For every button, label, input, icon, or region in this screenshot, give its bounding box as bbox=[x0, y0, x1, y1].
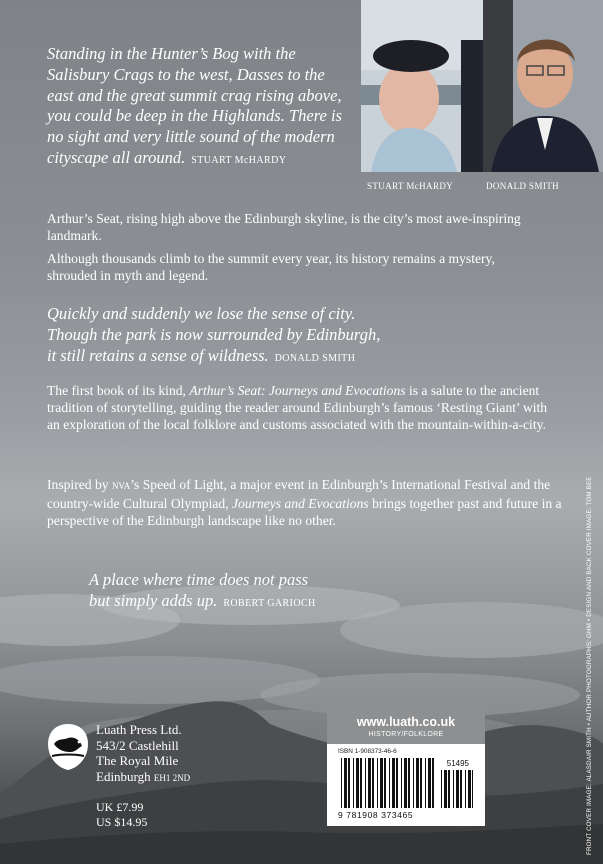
barcode-addon-bars bbox=[441, 770, 473, 808]
book-category: HISTORY/FOLKLORE bbox=[368, 731, 444, 738]
blurb-p3-rest: is a salute to the ancient tradition of storytelling, guiding the reader around Edinburgh’s famous ‘Resting Giant’ with an exploration of the local folklore and customs associated with the mountain-within-a-city. bbox=[47, 383, 548, 433]
blurb-p4-start: Inspired by bbox=[47, 477, 112, 492]
author-caption-left: STUART McHARDY bbox=[367, 181, 454, 191]
quote-smith-line-2: Though the park is now surrounded by Edinburgh, bbox=[47, 324, 381, 344]
quote-garioch-line-1: A place where time does not pass bbox=[89, 570, 309, 589]
image-credits: FRONT COVER IMAGE: ALASDAIR SMITH • AUTHOR PHOTOGRAPHS: GHM • DESIGN AND BACK COVER IMAGE: TOM BEE bbox=[586, 476, 593, 855]
barcode-number: 9 781908 373465 bbox=[338, 810, 414, 820]
blurb-p4-nva: NVA bbox=[111, 481, 131, 491]
quote-smith-attribution: DONALD SMITH bbox=[274, 352, 356, 364]
quote-smith-line-3: it still retains a sense of wildness. bbox=[47, 345, 269, 365]
author-photo-donald-smith bbox=[483, 0, 603, 172]
blurb-p4-middle: ’s Speed of Light, a major event in Edinburgh’s International Festival and the country-wide Cultural Olympiad, bbox=[47, 477, 551, 512]
barcode-addon-number: 51495 bbox=[446, 759, 469, 768]
blurb-p3-book-title: Arthur’s Seat: Journeys and Evocations bbox=[189, 383, 406, 398]
barcode-block bbox=[327, 709, 485, 826]
arthurs-seat-landscape bbox=[0, 644, 603, 864]
publisher-address-line-2: The Royal Mile bbox=[96, 753, 179, 768]
blurb-paragraph-3 bbox=[47, 382, 552, 434]
quote-mchardy-text: Standing in the Hunter’s Bog with the Salisbury Crags to the west, Dasses to the east and the great summit crag rising above, you could be deep in the Highlands. There is no sight and very little sound of the modern cityscape all around. bbox=[47, 44, 342, 167]
blurb-p2-text: Although thousands climb to the summit every year, its history remains a mystery, shrouded in myth and legend. bbox=[47, 251, 495, 284]
blurb-paragraph-4 bbox=[47, 476, 562, 530]
luath-logo bbox=[46, 722, 90, 772]
publisher-address-line-1: 543/2 Castlehill bbox=[96, 737, 179, 753]
barcode-bars bbox=[341, 758, 437, 808]
quote-mchardy bbox=[47, 44, 347, 172]
author-photo-stuart-mchardy bbox=[361, 0, 483, 172]
quote-garioch-attribution: ROBERT GARIOCH bbox=[223, 597, 316, 609]
publisher-name: Luath Press Ltd. bbox=[96, 722, 182, 737]
quote-mchardy-attribution: STUART McHARDY bbox=[191, 154, 287, 166]
quote-garioch bbox=[89, 570, 449, 615]
quote-garioch-line-2: but simply adds up. bbox=[89, 590, 218, 610]
price-us: US $14.95 bbox=[96, 815, 148, 829]
blurb-p1-text: Arthur’s Seat, rising high above the Edinburgh skyline, is the city’s most awe-inspiring landmark. bbox=[47, 211, 521, 244]
price-block bbox=[96, 800, 147, 830]
publisher-city: Edinburgh bbox=[96, 768, 151, 784]
barcode-header bbox=[327, 709, 485, 744]
publisher-address bbox=[96, 722, 190, 786]
blurb-paragraph-1 bbox=[47, 210, 547, 244]
blurb-paragraph-2 bbox=[47, 250, 517, 284]
publisher-postcode: EH1 2ND bbox=[153, 772, 191, 783]
barcode-panel bbox=[327, 744, 485, 826]
blurb-p3-start: The first book of its kind, bbox=[47, 383, 190, 398]
blurb-p4-book-title: Journeys and Evocations bbox=[232, 496, 369, 512]
quote-smith-line-1: Quickly and suddenly we lose the sense of city. bbox=[47, 304, 356, 323]
blurb-p4-rest: brings together past and future in a perspective of the Edinburgh landscape like no other. bbox=[47, 496, 562, 529]
quote-smith bbox=[47, 304, 507, 369]
isbn-text: ISBN 1-908373-46-6 bbox=[338, 748, 397, 755]
author-caption-right: DONALD SMITH bbox=[486, 181, 560, 191]
price-uk: UK £7.99 bbox=[96, 800, 144, 814]
publisher-url: www.luath.co.uk bbox=[356, 715, 456, 729]
